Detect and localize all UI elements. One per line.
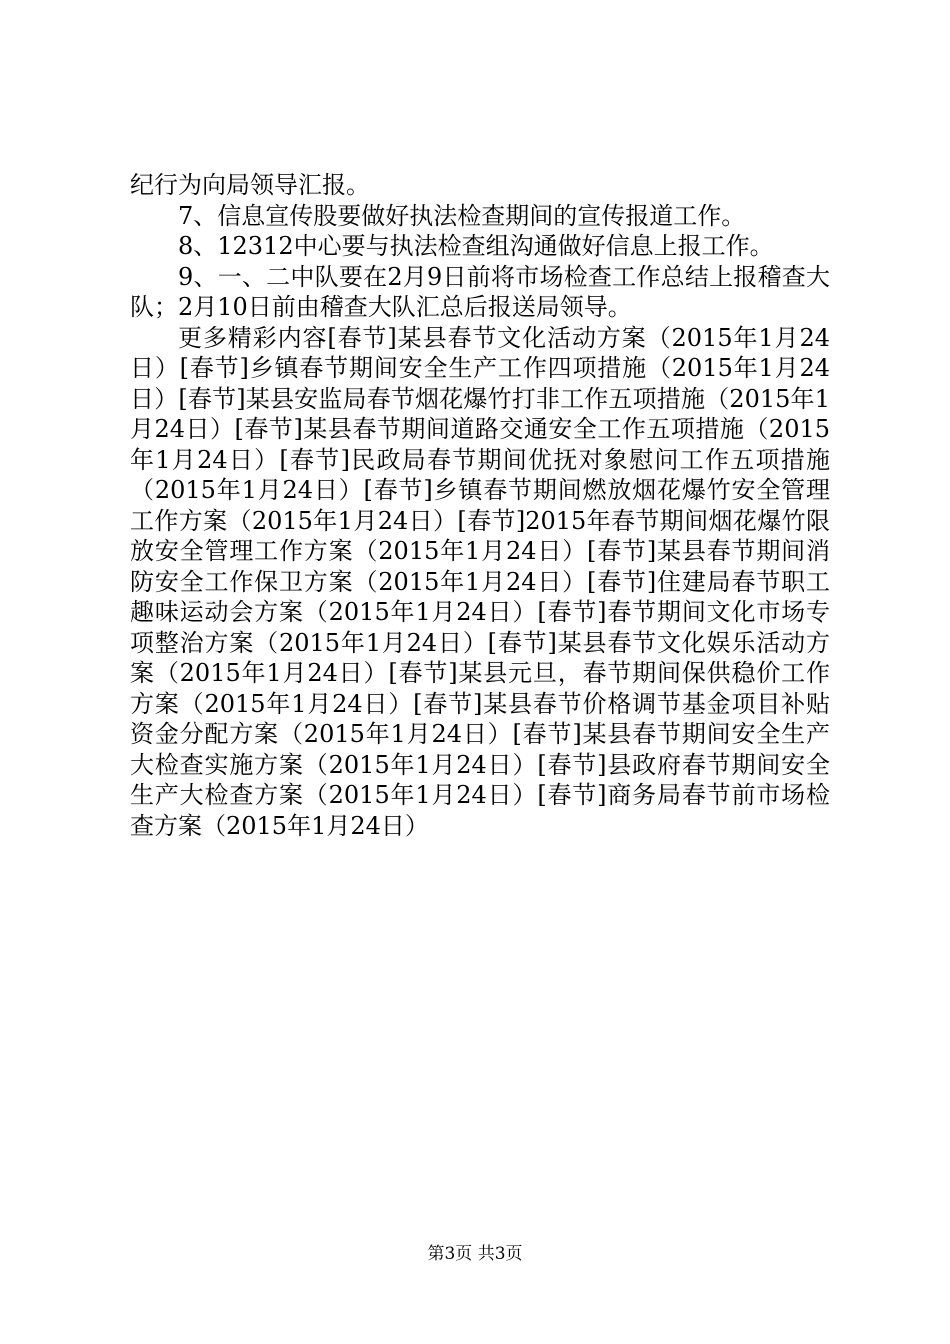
page-footer: 第3页 共3页: [427, 1244, 523, 1264]
paragraph-related-content: 更多精彩内容[春节]某县春节文化活动方案（2015年1月24日）[春节]乡镇春节期间安全生产工作四项措施（2015年1月24日）[春节]某县安监局春节烟花爆竹打非工作五项措施（2015年1月24日）[春节]某县春节期间道路交通安全工作五项措施（2015年1月24日）[春节]民政局春节期间优抚对象慰问工作五项措施（2015年1月24日）[春节]乡镇春节期间燃放烟花爆竹安全管理工作方案（2015年1月24日）[春节]2015年春节期间烟花爆竹限放安全管理工作方案（2015年1月24日）[春节]某县春节期间消防安全工作保卫方案（2015年1月24日）[春节]住建局春节职工趣味运动会方案（2015年1月24日）[春节]春节期间文化市场专项整治方案（2015年1月24日）[春节]某县春节文化娱乐活动方案（2015年1月24日）[春节]某县元旦，春节期间保供稳价工作方案（2015年1月24日）[春节]某县春节价格调节基金项目补贴资金分配方案（2015年1月24日）[春节]某县春节期间安全生产大检查实施方案（2015年1月24日）[春节]县政府春节期间安全生产大检查方案（2015年1月24日）[春节]商务局春节前市场检查方案（2015年1月24日）: [130, 323, 830, 840]
document-body: [130, 170, 830, 841]
paragraph-item-8: 8、12312中心要与执法检查组沟通做好信息上报工作。: [178, 232, 774, 260]
paragraph-item-7: 7、信息宣传股要做好执法检查期间的宣传报道工作。: [178, 201, 746, 230]
paragraph-item-9: 9、一、二中队要在2月9日前将市场检查工作总结上报稽查大队；2月10日前由稽查大队汇总后报送局领导。: [130, 262, 830, 321]
paragraph-continuation: 纪行为向局领导汇报。: [130, 171, 370, 199]
